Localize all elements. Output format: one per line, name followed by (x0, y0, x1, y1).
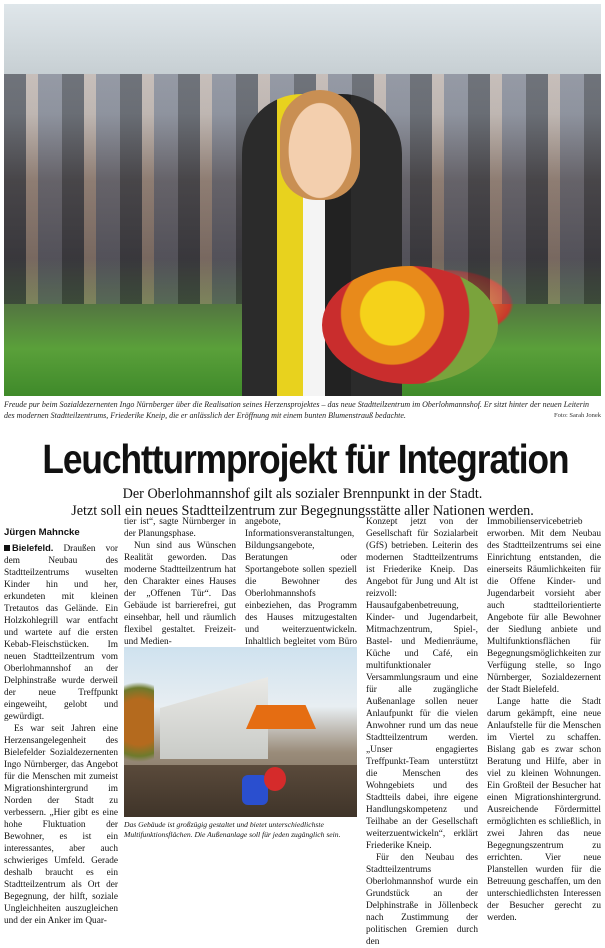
smiling-face (280, 90, 360, 200)
author-byline: Jürgen Mahncke (4, 527, 80, 538)
article-column-2 (124, 516, 236, 648)
dateline: Bielefeld. (4, 543, 53, 553)
photo-credit: Foto: Sarah Jonek (554, 411, 601, 419)
paragraph: angebote, Informationsveranstaltungen, Bildungsangebote, Beratungen oder Sportangebote sollen speziell die Bewohner des Oberlohmannshofs einbeziehen, das Programm des Hauses mitzugestalten und weiterzuentwickeln. Inhaltlich begleitet vom Büro (245, 517, 357, 647)
paragraph: Konzept jetzt von der Gesellschaft für Sozialarbeit (GfS) betrieben. Leiterin des modernen Stadtteilzentrums ist Friederike Kneip. Das Angebot für Jung und Alt ist reizvoll: Hausaufgabenbetreuung, Kinder- und Jugendarbeit, Mitmachzentrum, Spiel-, Bastel- und Medienräume, Küche und Café, ein multifunktionaler Versammlungsraum und eine für alle zugängliche Außenanlage sollen neuer Anlaufpunkt für die vielen Anwohner rund um das neue Stadtteilzentrum werden. „Unser engagiertes Treffpunkt-Team unterstützt die Menschen des Wohngebiets und des Stadtteils dabei, ihre eigene Handlungskompetenz und Teilhabe an der Gesellschaft weiterzuentwickeln“, erklärt Friederike Kneip. (366, 517, 478, 851)
subheadline (0, 486, 605, 520)
flower-bouquet (322, 266, 498, 384)
paragraph: Nun sind aus Wünschen Realität geworden. Das moderne Stadtteilzentrum hat den Charakter eines Hauses der „Offenen Tür“. Das Gebäude ist barrierefrei, gut einsehbar, hell und räumlich flexibel gestaltet. Freizeit- und Medien- (124, 541, 236, 647)
paragraph: Für den Neubau des Stadtteilzentrums Oberlohmannshof wurde ein Grundstück an der Delphinstraße in Jöllenbeck nach Zustimmung der politischen Gremien durch den (366, 853, 478, 947)
building-photo-caption: Das Gebäude ist großzügig gestaltet und bietet unterschiedlichste Multifunktionsflächen. Die Außenanlage soll für jeden zugänglich sein. (124, 820, 341, 839)
toy-ball (264, 767, 286, 791)
building-photo (124, 647, 357, 817)
paragraph: Lange hatte die Stadt darum gekämpft, eine neue Anlaufstelle für die Menschen im Viertel zu schaffen. Bislang gab es zwar schon Beratung und Hilfe, aber in viel zu kleinen Wohnungen. Ein Großteil der Besucher hat einen Migrationshintergrund. Ausreichende Fördermittel ermöglichten es schließlich, in zwei Jahren das neue Begegnungszentrum zu errichten. Vier neue Planstellen wurden für die Betreuung geschaffen, um den unterschiedlichsten Interessen der Besucher gerecht zu werden. (487, 697, 601, 923)
event-photo (4, 4, 601, 396)
subhead-line-2: Jetzt soll ein neues Stadtteilzentrum zur Begegnungsstätte aller Nationen werden. (71, 503, 534, 519)
paragraph-text: Draußen vor dem Neubau des Stadtteilzentrums wuselten Kinder hin und her, erkundeten mit kleinen Tretautos das Gelände. Ein Holzkohlegrill war entfacht und wartete auf die ersten Kebab-Fleischstücken. Im neuen Stadtteilzentrum vom Oberlohmannshof an der Delphinstraße wurde derweil der neue Treffpunkt eingeweiht, gelobt und gewürdigt. (4, 544, 118, 722)
orange-tent (246, 705, 316, 729)
paragraph: Immobilienservicebetrieb erworben. Mit dem Neubau des Stadtteilzentrums sei eine Einrichtung entstanden, die einerseits Räumlichkeiten für die Offene Kinder- und Jugendarbeit vorsieht aber auch stadtteilorientierte Angebote für alle Bewohner der Siedlung anbiete und Multifunktionsflächen für Begegnungsmöglichkeiten zur Verfügung stelle, so Ingo Nürnberger, Sozialdezernent der Stadt Bielefeld. (487, 517, 601, 695)
paragraph: Es war seit Jahren eine Herzensangelegenheit des Bielefelder Sozialdezernenten Ingo Nürnberger, das Angebot für die Menschen mit zumeist Migrationshintergrund im Norden der Stadt zu verbessern. „Hier gibt es eine hohe Fluktuation der Bewohner, es ist ein interessantes, aber auch schwieriges Umfeld. Gerade deshalb braucht es ein Stadtteilzentrum als Ort der Begegnung, der hilft, soziale Ungleichheiten auszugleichen und der ein Anker im Quar- (4, 724, 118, 926)
paragraph: tier ist“, sagte Nürnberger in der Planungsphase. (124, 517, 236, 539)
caption-text: Freude pur beim Sozialdezernenten Ingo Nürnberger über die Realisation seines Herzensprojektes – das neue Stadtteilzentrum im Oberlohmannshof. Er sitzt hinter der neuen Leiterin des modernen Stadtteilzentrums, Friederike Kneip, die er anlässlich der Eröffnung mit einem bunten Blumenstrauß bedachte. (4, 400, 590, 420)
photo-caption (4, 400, 601, 421)
article-column-1 (4, 542, 118, 927)
subhead-line-1: Der Oberlohmannshof gilt als sozialer Brennpunkt in der Stadt. (122, 486, 483, 502)
autumn-tree (124, 667, 154, 777)
paragraph (4, 542, 118, 723)
article-column-5 (487, 516, 601, 924)
article-column-4 (366, 516, 478, 948)
ground (124, 765, 357, 817)
headline: Leuchtturmprojekt für Integration (42, 436, 569, 482)
